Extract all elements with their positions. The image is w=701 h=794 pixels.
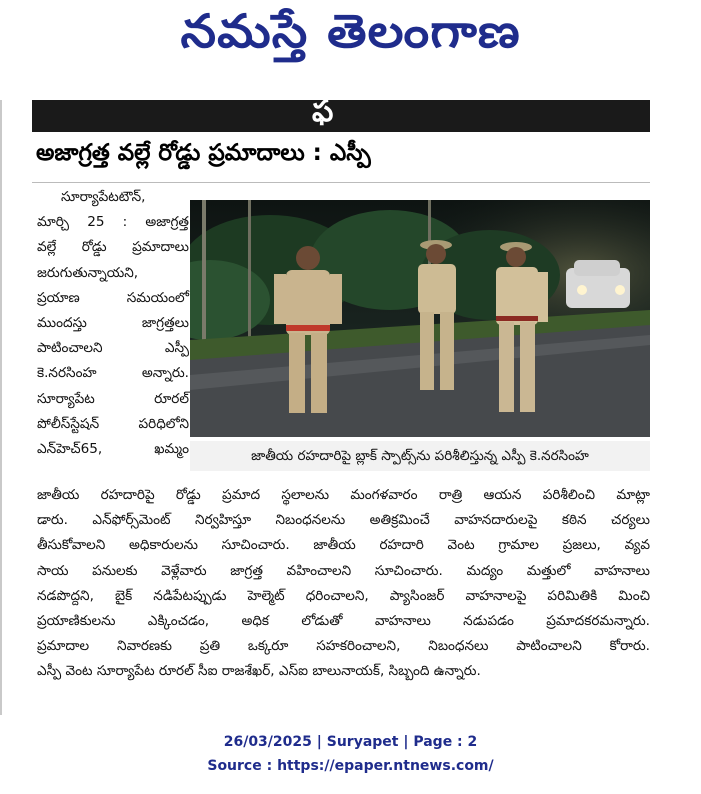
left-line: పోలీస్‌స్టేషన్ పరిధిలోని [37, 415, 189, 432]
night-road-police-photo-icon [190, 200, 650, 437]
source-link[interactable]: Source : https://epaper.ntnews.com/ [207, 758, 494, 774]
section-band [32, 94, 650, 132]
left-line: ప్రయాణ సమయంలో [37, 289, 189, 306]
photo-caption: జాతీయ రహదారిపై బ్లాక్ స్పాట్స్‌ను పరిశీలిస్తున్న ఎస్పీ కె.నరసింహ [190, 441, 650, 471]
masthead [0, 0, 701, 80]
left-line: ఎన్‌హెచ్65, ఖమ్మం [37, 441, 189, 458]
body-line: ప్రమాదాల నివారణకు ప్రతి ఒక్కరూ సహకరించాలని, నిబంధనలు పాటించాలని కోరారు. [37, 638, 650, 655]
body-line: తీసుకోవాలని అధికారులను సూచించారు. జాతీయ రహదారి వెంట గ్రామాల ప్రజలు, వ్యవ [37, 537, 650, 554]
headline-divider [32, 182, 650, 183]
left-line: జరుగుతున్నాయని, [37, 264, 139, 281]
band-glyph: ఫ [312, 94, 334, 129]
newspaper-title: నమస్తే తెలంగాణ [180, 4, 521, 58]
article-body [37, 483, 650, 685]
body-line: సాయ పనులకు వెళ్లేవారు జాగ్రత్త వహించాలని సూచించారు. మద్యం మత్తులో వాహనాలు [37, 562, 650, 579]
left-line: మార్చి 25 : అజాగ్రత్త [37, 214, 189, 231]
body-line: ఎస్పీ వెంట సూర్యాపేట రూరల్ సీఐ రాజశేఖర్, ఎస్ఐ బాలునాయక్, సిబ్బంది ఉన్నారు. [37, 663, 481, 680]
clipping-edge [0, 100, 6, 715]
news-photo [190, 200, 650, 437]
left-line: సూర్యాపేటటౌన్, [61, 189, 146, 205]
left-line: కె.నరసింహ అన్నారు. [37, 365, 189, 382]
body-line: ప్రయాణికులను ఎక్కించడం, అధిక లోడుతో వాహనాలు నడుపడం ప్రమాదకరమన్నారు. [37, 613, 650, 630]
body-line: జాతీయ రహదారిపై రోడ్డు ప్రమాద స్థలాలను మంగళవారం రాత్రి ఆయన పరిశీలించి మాట్లా [37, 487, 650, 503]
left-line: వల్లే రోడ్డు ప్రమాదాలు [37, 239, 189, 256]
left-line: సూర్యాపేట రూరల్ [37, 390, 189, 407]
left-line: పాటించాలని ఎస్పీ [37, 340, 189, 357]
edition-info: 26/03/2025 | Suryapet | Page : 2 [223, 734, 478, 750]
body-line: నడపొద్దని, బైక్ నడిపేటప్పుడు హెల్మెట్ ధరించాలని, ప్యాసింజర్ వాహనాలపై పరిమితికి మించి [37, 587, 650, 604]
left-line: ముందస్తు జాగ్రత్తలు [37, 315, 189, 332]
article-headline: అజాగ్రత్త వల్లే రోడ్డు ప్రమాదాలు : ఎస్పీ [36, 140, 371, 166]
article-left-column [37, 185, 189, 462]
page-footer [0, 730, 701, 778]
body-line: డారు. ఎన్‌ఫోర్స్‌మెంట్ నిర్వహిస్తూ నిబంధనలను అతిక్రమించే వాహనదారులపై కఠిన చర్యలు [37, 512, 650, 529]
